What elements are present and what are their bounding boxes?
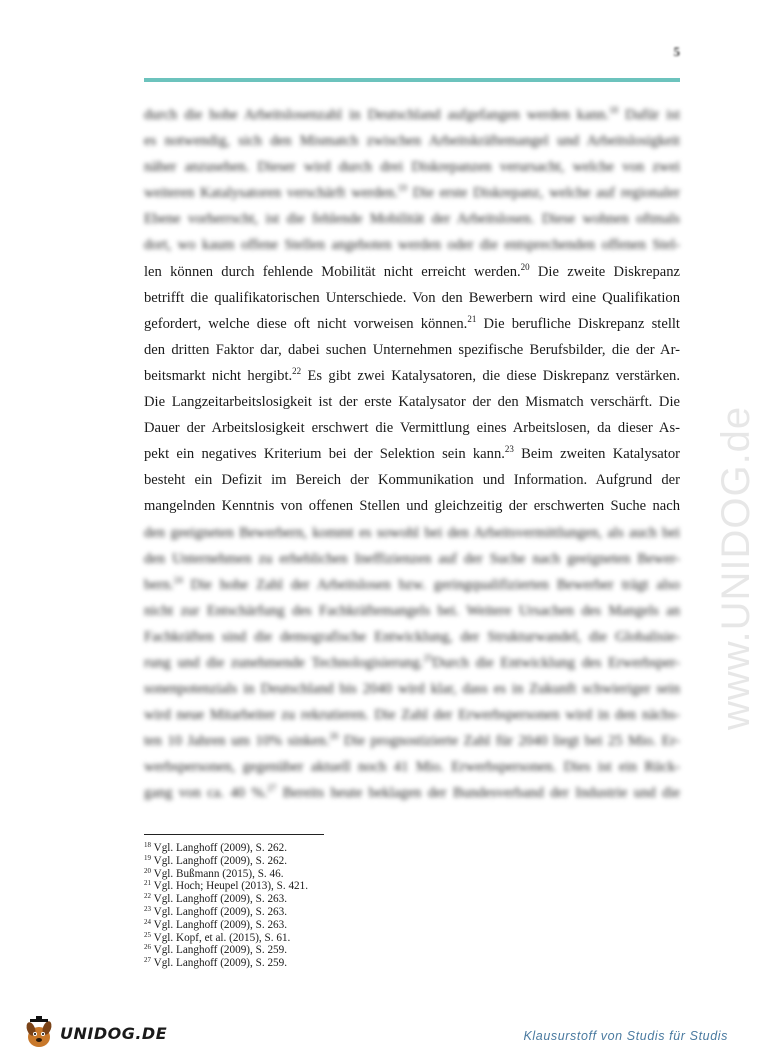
- text-line: [144, 206, 680, 232]
- text-line-content: durch die hohe Arbeitslosenzahl in Deutschland aufgefangen werden kann.: [144, 107, 609, 123]
- text-line: [144, 415, 680, 441]
- text-line-tail: Die zweite Diskrepanz: [529, 263, 680, 280]
- text-line: [144, 467, 680, 493]
- text-line-tail: Bereits heute beklagen der Bundesverband der Industrie und die: [276, 785, 680, 802]
- text-line: [144, 285, 680, 311]
- text-line-tail: Durch die Entwicklung des Erwerbsper-: [432, 654, 680, 671]
- text-line: [144, 102, 680, 128]
- text-line: [144, 128, 680, 154]
- footnote-number: 24: [144, 917, 151, 926]
- text-line: [144, 728, 680, 754]
- text-line-content: Ebene vorherrscht, ist die fehlende Mobilität der Arbeitslosen. Diese wohnen oftmals: [144, 211, 680, 228]
- text-line: [144, 493, 680, 519]
- text-line: [144, 311, 680, 337]
- slogan: Klausurstoff von Studis für Studis: [523, 1029, 728, 1043]
- footnote-text: Vgl. Hoch; Heupel (2013), S. 421.: [153, 880, 309, 893]
- footnote-ref: 26: [329, 731, 339, 742]
- text-line-tail: Die berufliche Diskrepanz stellt: [476, 315, 680, 332]
- text-line: [144, 780, 680, 806]
- text-line-content: es notwendig, sich den Mismatch zwischen Arbeitskräftemangel und Arbeitslosigkeit: [144, 133, 680, 150]
- text-line-tail: Die erste Diskrepanz, welche auf regionaler: [406, 185, 680, 202]
- footnote-ref: 25: [423, 652, 433, 663]
- text-line-content: gefordert, welche diese oft nicht vorweisen können.: [144, 315, 468, 332]
- footnote: [144, 932, 544, 945]
- watermark-text: www.UNIDOG.de: [714, 405, 758, 730]
- text-line: [144, 572, 680, 598]
- text-line-content: beitsmarkt nicht hergibt.: [144, 367, 293, 384]
- footnote: [144, 919, 544, 932]
- text-line: [144, 624, 680, 650]
- header-rule: [144, 78, 680, 82]
- page-number: 5: [673, 44, 680, 59]
- footnote: [144, 957, 544, 970]
- footnote-number: 23: [144, 904, 151, 913]
- text-line: [144, 154, 680, 180]
- text-line-content: Dauer der Arbeitslosigkeit erschwert die Vermittlung eines Arbeitslosen, da dieser As-: [144, 420, 680, 437]
- footnote: [144, 842, 544, 855]
- footnote-ref: 23: [504, 444, 514, 455]
- text-line-content: len können durch fehlende Mobilität nicht erreicht werden.: [144, 263, 521, 280]
- footnotes: [144, 842, 544, 970]
- logo-text: UNIDOG.DE: [60, 1023, 168, 1043]
- footnote: [144, 944, 544, 957]
- text-line-content: bern.: [144, 576, 174, 593]
- text-line-content: Die Langzeitarbeitslosigkeit ist der erste Katalysator der den Mismatch verschärft. Die: [144, 394, 680, 411]
- text-line-tail: Die hohe Zahl der Arbeitslosen bzw. geringqualifizierten Bewerber trägt also: [182, 576, 680, 593]
- text-line: [144, 180, 680, 206]
- footnote-text: Vgl. Langhoff (2009), S. 263.: [153, 918, 288, 931]
- footnote-text: Vgl. Langhoff (2009), S. 259.: [153, 944, 288, 957]
- text-line-tail: Es gibt zwei Katalysatoren, die diese Diskrepanz verstärken.: [301, 367, 680, 384]
- text-line: [144, 676, 680, 702]
- footnote: [144, 893, 544, 906]
- footnote-text: Vgl. Langhoff (2009), S. 263.: [153, 893, 288, 906]
- text-line-content: sonenpotenzials in Deutschland bis 2040 wird klar, dass es in Zukunft schwieriger sein: [144, 681, 680, 698]
- footnote-text: Vgl. Langhoff (2009), S. 263.: [153, 905, 288, 918]
- footnote-text: Vgl. Langhoff (2009), S. 259.: [153, 957, 288, 970]
- dog-icon: [22, 1015, 58, 1051]
- footnote-text: Vgl. Bußmann (2015), S. 46.: [153, 867, 284, 880]
- text-line-tail: Dafür ist: [617, 107, 680, 123]
- footnote: [144, 906, 544, 919]
- text-line-content: Fachkräften sind die demografische Entwicklung, der Strukturwandel, die Globalisie-: [144, 628, 680, 645]
- text-line-content: wird neue Mitarbeiter zu rekrutieren. Die Zahl der Erwerbspersonen wird in den nächs-: [144, 707, 680, 724]
- text-line-tail: Beim zweiten Katalysator: [513, 446, 680, 463]
- text-line: [144, 598, 680, 624]
- body-text: [144, 102, 680, 807]
- text-line: [144, 441, 680, 467]
- footnote-number: 19: [144, 853, 151, 862]
- text-line: [144, 546, 680, 572]
- text-line-content: gang von ca. 40 %.: [144, 785, 268, 802]
- text-line: [144, 232, 680, 258]
- text-line: [144, 363, 680, 389]
- text-line-content: rung und die zunehmende Technologisierung.: [144, 654, 424, 671]
- footnote-number: 25: [144, 930, 151, 939]
- text-line: [144, 520, 680, 546]
- text-line: [144, 754, 680, 780]
- text-line: [144, 337, 680, 363]
- text-line-content: pekt ein negatives Kriterium bei der Selektion sein kann.: [144, 446, 505, 463]
- text-line-content: weiteren Katalysatoren verschärft werden.: [144, 185, 398, 202]
- text-line: [144, 389, 680, 415]
- text-line-content: werbspersonen, gegenüber aktuell noch 41 Mio. Erwerbspersonen. Dies ist ein Rück-: [144, 759, 680, 776]
- text-line-content: besteht ein Defizit im Bereich der Kommunikation und Information. Aufgrund der: [144, 472, 680, 489]
- footnote-separator: [144, 834, 324, 835]
- unidog-logo[interactable]: [22, 1015, 167, 1051]
- footnote-number: 20: [144, 866, 151, 875]
- text-line-content: dort, wo kaum offene Stellen angeboten werden oder die entsprechenden offenen Stel-: [144, 237, 680, 254]
- footnote: [144, 855, 544, 868]
- footnote-ref: 27: [267, 783, 277, 794]
- footnote-text: Vgl. Kopf, et al. (2015), S. 61.: [153, 931, 291, 944]
- footnote-number: 27: [144, 956, 151, 965]
- footnote-number: 26: [144, 943, 151, 952]
- text-line-content: mangelnden Kenntnis von offenen Stellen und gleichzeitig der erschwerten Suche nach: [144, 498, 680, 515]
- text-line-tail: Die prognostizierte Zahl für 2040 liegt bei 25 Mio. Er-: [338, 733, 681, 750]
- text-line: [144, 702, 680, 728]
- footnote-ref: 20: [520, 261, 530, 272]
- text-line-content: näher anzusehen. Dieser wird durch drei Diskrepanzen verursacht, welche von zwei: [144, 159, 680, 176]
- footnote-ref: 19: [397, 183, 407, 194]
- footnote-ref: 21: [467, 313, 477, 324]
- footnote-text: Vgl. Langhoff (2009), S. 262.: [153, 854, 288, 867]
- footnote-ref: 24: [173, 574, 183, 585]
- footnote: [144, 880, 544, 893]
- text-line-content: nicht zur Entschärfung des Fachkräftemangels bei. Weitere Ursachen des Mangels an: [144, 602, 680, 619]
- footnote-number: 21: [144, 879, 151, 888]
- text-line-content: den dritten Faktor dar, dabei suchen Unternehmen spezifische Berufsbilder, die der Ar-: [144, 341, 680, 358]
- text-line-content: ten 10 Jahren um 10% sinken.: [144, 733, 330, 750]
- footnote-number: 22: [144, 892, 151, 901]
- text-line-content: betrifft die qualifikatorischen Unterschiede. Von den Bewerbern wird eine Qualifikation: [144, 289, 680, 306]
- footnote-ref: 18: [608, 105, 618, 115]
- text-line: [144, 259, 680, 285]
- text-line-content: den geeigneten Bewerbern, kommt es sowohl bei den Arbeitsvermittlungen, als auch bei: [144, 524, 680, 541]
- footnote: [144, 868, 544, 881]
- footnote-ref: 22: [292, 365, 302, 376]
- footnote-text: Vgl. Langhoff (2009), S. 262.: [153, 842, 288, 854]
- footnote-number: 18: [144, 841, 151, 849]
- text-line: [144, 650, 680, 676]
- text-line-content: den Unternehmen zu erheblichen Ineffizienzen auf der Suche nach geeigneten Bewer-: [144, 550, 680, 567]
